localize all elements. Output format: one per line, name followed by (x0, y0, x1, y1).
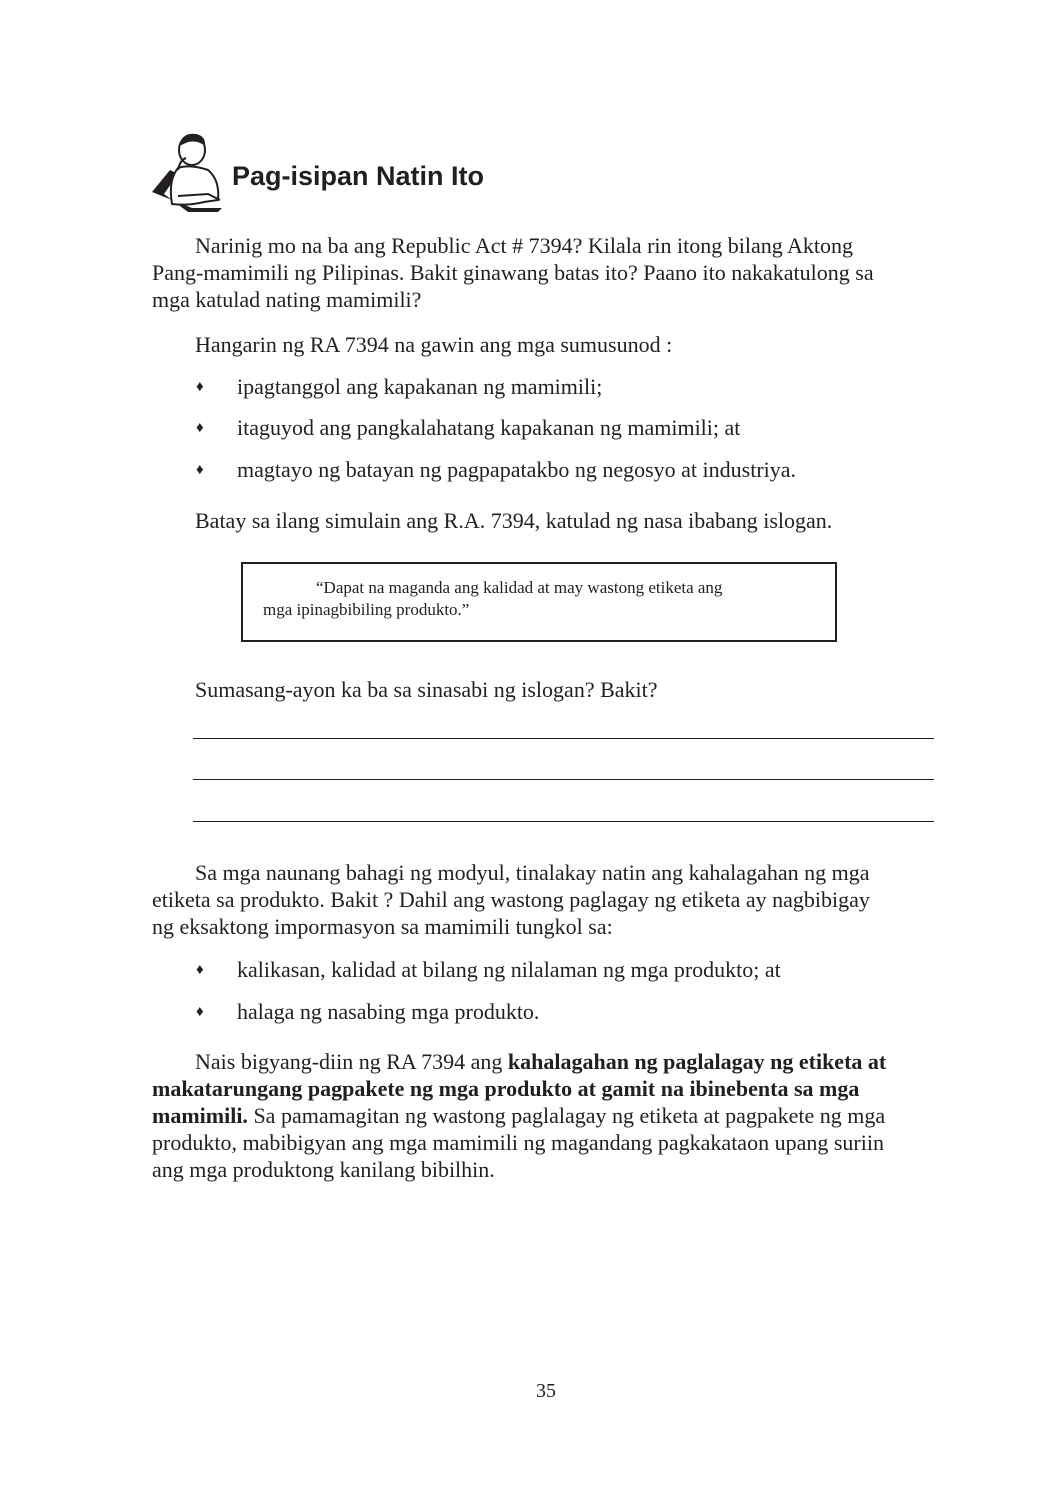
goals-intro: Hangarin ng RA 7394 na gawin ang mga sumusunod : (195, 332, 673, 357)
para3-emphasis: mamimili. (152, 1103, 248, 1128)
intro-line: Narinig mo na ba ang Republic Act # 7394? Kilala rin itong bilang Aktong (195, 233, 854, 258)
page-number: 35 (536, 1380, 556, 1402)
para2-line: ng eksaktong impormasyon sa mamimili tungkol sa: (152, 914, 613, 939)
goal-item: ipagtanggol ang kapakanan ng mamimili; (237, 374, 603, 399)
label-item: kalikasan, kalidad at bilang ng nilalaman ng mga produkto; at (237, 957, 781, 982)
bullet-icon: ♦ (196, 379, 204, 395)
para3-line: ang mga produktong kanilang bibilhin. (152, 1157, 495, 1182)
para3-emphasis: kahalagahan ng paglalagay ng etiketa at (507, 1049, 887, 1074)
label-item: halaga ng nasabing mga produkto. (237, 999, 540, 1024)
bullet-icon: ♦ (196, 462, 204, 478)
bullet-icon: ♦ (196, 420, 204, 436)
question: Sumasang-ayon ka ba sa sinasabi ng islogan? Bakit? (195, 677, 658, 702)
para3-line (152, 1103, 885, 1129)
intro-line: Pang-mamimili ng Pilipinas. Bakit ginawang batas ito? Paano ito nakakatulong sa (152, 260, 874, 285)
bullet-icon: ♦ (196, 962, 204, 978)
slogan-line: “Dapat na maganda ang kalidad at may wastong etiketa ang (316, 578, 723, 597)
para3-line (195, 1049, 886, 1075)
para3-text: Nais bigyang-diin ng RA 7394 ang (195, 1049, 508, 1074)
para2-line: Sa mga naunang bahagi ng modyul, tinalakay natin ang kahalagahan ng mga (195, 860, 870, 885)
para3-line (152, 1076, 859, 1102)
goal-item: itaguyod ang pangkalahatang kapakanan ng mamimili; at (237, 415, 741, 440)
slogan-line: mga ipinagbibiling produkto.” (263, 600, 470, 619)
answer-line[interactable] (193, 738, 934, 739)
slogan-intro: Batay sa ilang simulain ang R.A. 7394, katulad ng nasa ibabang islogan. (195, 508, 833, 533)
section-title: Pag-isipan Natin Ito (232, 161, 485, 191)
bullet-icon: ♦ (196, 1004, 204, 1020)
para3-line: produkto, mabibigyan ang mga mamimili ng magandang pagkakataon upang suriin (152, 1130, 884, 1155)
answer-line[interactable] (193, 821, 934, 822)
thinking-student-icon (148, 130, 232, 214)
intro-line: mga katulad nating mamimili? (152, 287, 422, 312)
para2-line: etiketa sa produkto. Bakit ? Dahil ang wastong paglagay ng etiketa ay nagbibigay (152, 887, 870, 912)
para3-text: Sa pamamagitan ng wastong paglalagay ng etiketa at pagpakete ng mga (247, 1103, 886, 1128)
goal-item: magtayo ng batayan ng pagpapatakbo ng negosyo at industriya. (237, 457, 797, 482)
answer-line[interactable] (193, 779, 934, 780)
para3-emphasis: makatarungang pagpakete ng mga produkto at gamit na ibinebenta sa mga (152, 1076, 860, 1101)
